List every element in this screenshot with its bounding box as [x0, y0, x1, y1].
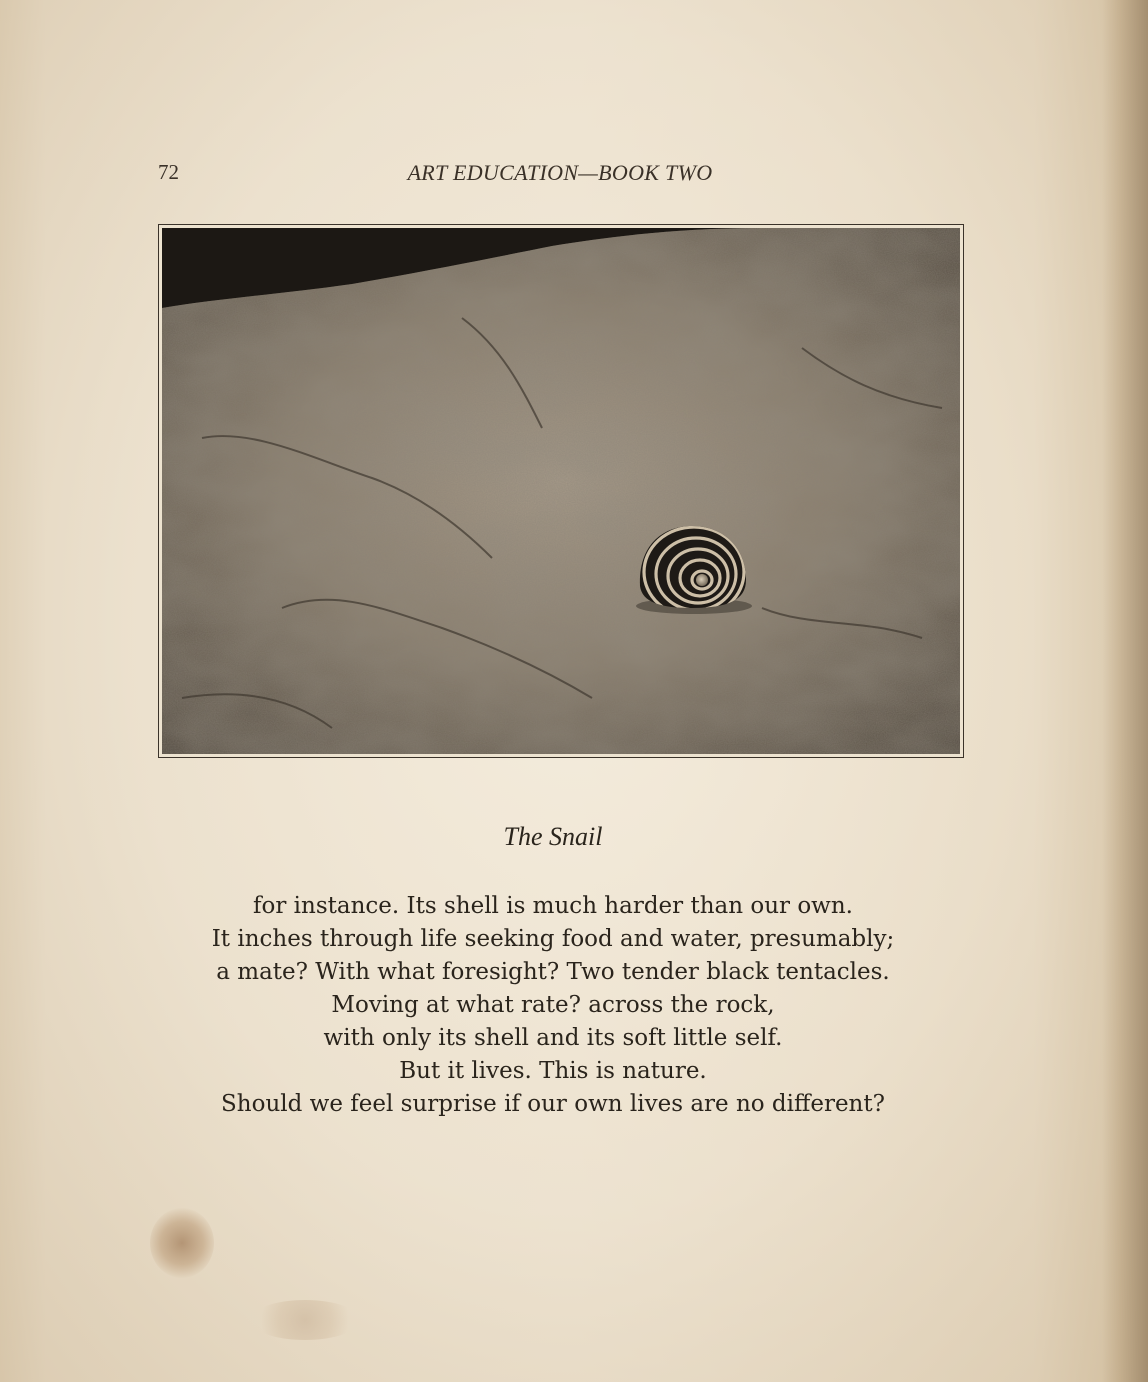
poem-line: a mate? With what foresight? Two tender black tentacles.: [216, 959, 890, 985]
page-number: 72: [158, 160, 179, 184]
paper-stain: [250, 1300, 360, 1340]
poem-text: [0, 890, 1106, 1121]
poem-line: Moving at what rate? across the rock,: [331, 992, 775, 1018]
poem-line: for instance. Its shell is much harder than our own.: [253, 893, 853, 919]
snail-photograph: [158, 224, 964, 758]
poem-line: Should we feel surprise if our own lives are no different?: [221, 1091, 885, 1117]
page-edge-shadow: [1102, 0, 1148, 1382]
poem-line: But it lives. This is nature.: [399, 1058, 707, 1084]
photo-caption: The Snail: [503, 822, 603, 851]
running-title: ART EDUCATION—BOOK TWO: [407, 160, 713, 185]
paper-stain: [150, 1208, 214, 1278]
poem-line: with only its shell and its soft little self.: [323, 1025, 783, 1051]
poem-line: It inches through life seeking food and water, presumably;: [211, 926, 895, 952]
snail-photo-image: [162, 228, 960, 754]
